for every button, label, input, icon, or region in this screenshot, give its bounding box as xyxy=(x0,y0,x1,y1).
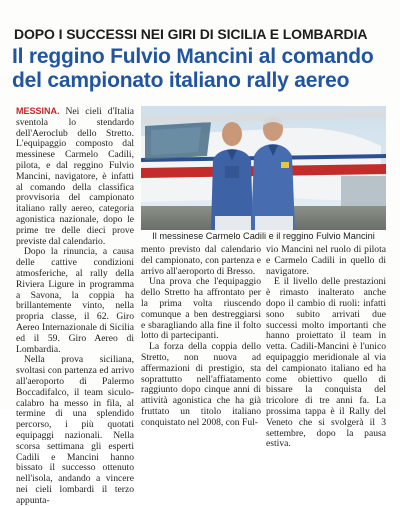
paragraph-5: Una prova che l'equipaggio dello Stretto ha affrontato per la prima volta riuscendo comunque a ben destreggiarsi e sbaragliando alla fine il folto lotto di partecipanti. xyxy=(141,276,261,342)
photo-caption: Il messinese Carmelo Cadili e il reggino Fulvio Mancini xyxy=(152,231,375,241)
paragraph-6: La forza della coppia dello Stretto, non nuova ad affermazioni di prestigio, sta soprattutto nell'affiatamento raggiunto dopo cinque anni di attività agonistica che ha già fruttato un titolo italiano conquistato nel 2008, con Ful- xyxy=(141,341,261,428)
paragraph-7: vio Mancini nel ruolo di pilota e Carmelo Cadili in quello di navigatore. xyxy=(266,244,386,277)
paragraph-2: Dopo la rinuncia, a causa delle cattive condizioni atmosferiche, al rally della Riviera Ligure in programma a Savona, la coppia ha brillantemente vinto, nella propria classe, il 62. Giro Aereo Internazionale di Sicilia ed il 59. Giro Aereo di Lombardia. xyxy=(16,246,134,355)
photo-illustration xyxy=(141,106,386,230)
paragraph-1 xyxy=(16,106,134,247)
article-kicker: DOPO I SUCCESSI NEI GIRI DI SICILIA E LOMBARDIA xyxy=(14,26,368,42)
paragraph-8: E il livello delle prestazioni è rimasto inalterato anche dopo il cambio di ruoli: infatti sono subito arrivati due successi molto importanti che hanno proiettato il team in vetta. Cadili-Mancini è l'unico equipaggio meridionale al via del campionato italiano ed ha come obiettivo quello di bissare la conquista del tricolore di tre anni fa. La prossima tappa è il Rally del Veneto che si svolgerà il 3 settembre, dopo la pausa estiva. xyxy=(266,276,386,450)
dateline: MESSINA. xyxy=(16,106,60,116)
paragraph-1-text: Nei cieli d'Italia sventola lo stendardo dell'Aeroclub dello Stretto. L'equipaggio composto dal messinese Carmelo Cadili, pilota, e dal reggino Fulvio Mancini, navigatore, è infatti al comando della classifica provvisoria del campionato italiano rally aereo, categoria agonistica nazionale, dopo le prime tre delle dieci prove previste dal calendario. xyxy=(16,106,134,247)
article-column-2 xyxy=(141,244,261,428)
article-column-3 xyxy=(266,244,386,450)
paragraph-3: Nella prova siciliana, svoltasi con partenza ed arrivo all'aeroporto di Palermo Boccadifalco, il team siculo-calabro ha messo in fila, al termine di una splendido percorso, i più quotati equipaggi nazionali. Nella scorsa settimana gli esperti Cadili e Mancini hanno bissato il successo ottenuto nell'isola, andando a vincere nei cieli lombardi il terzo appunta- xyxy=(16,354,134,506)
article-column-1 xyxy=(16,106,134,506)
article-photo xyxy=(141,106,386,230)
article-headline: Il reggino Fulvio Mancini al comando del campionato italiano rally aereo xyxy=(12,45,374,92)
paragraph-4: mento previsto dal calendario del campionato, con partenza e arrivo all'aeroporto di Bresso. xyxy=(141,244,261,277)
